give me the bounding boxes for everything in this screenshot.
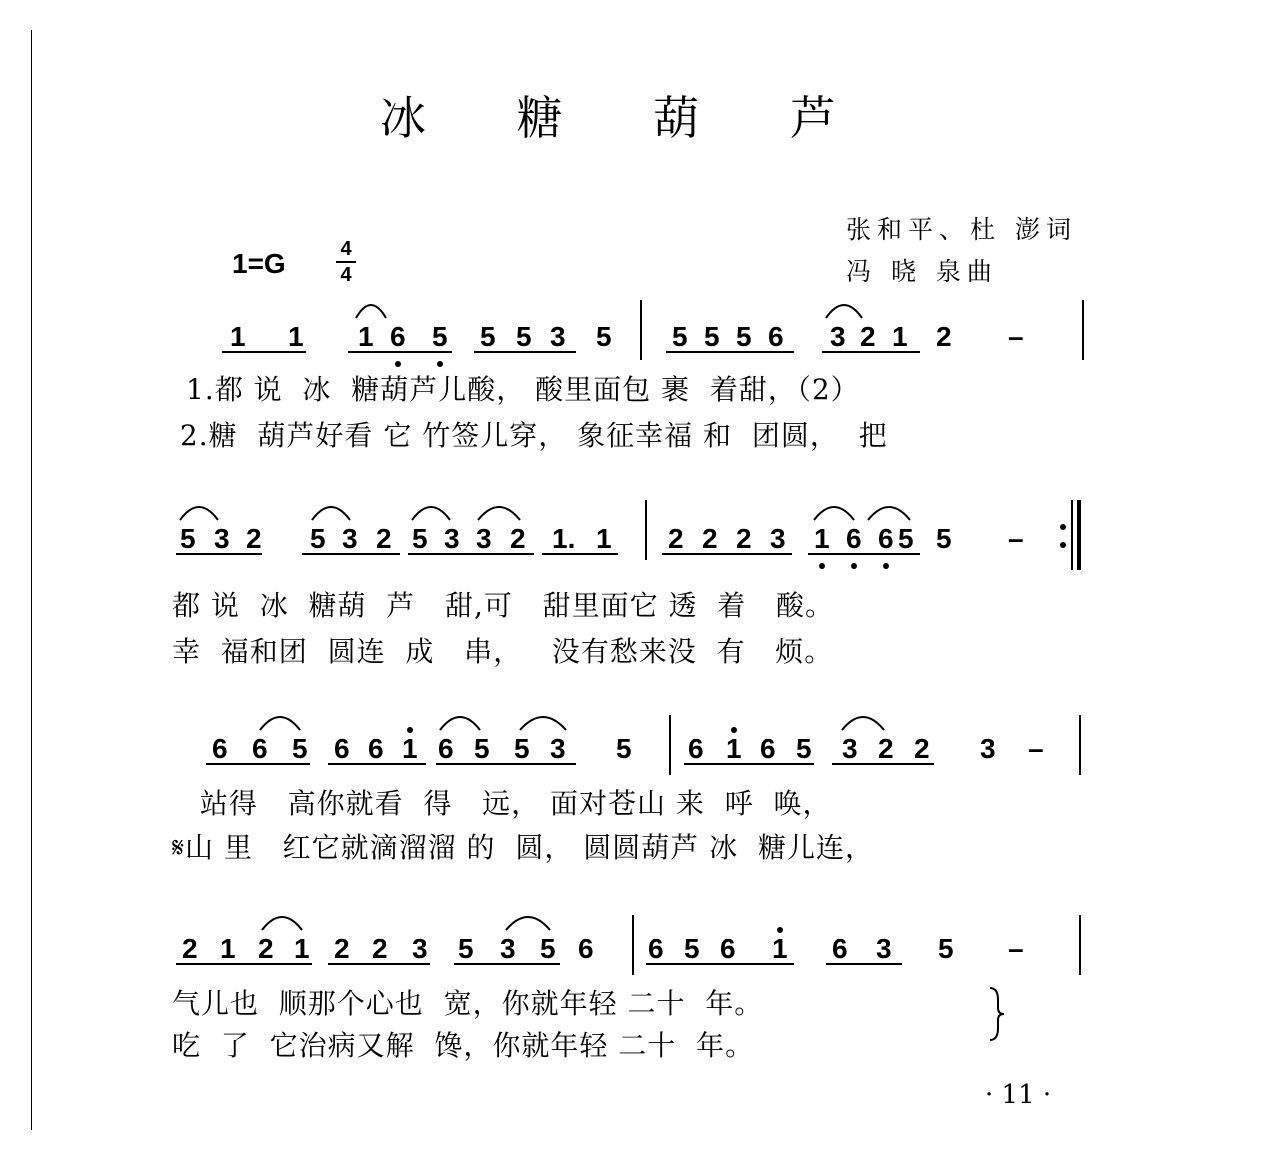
octave-dot-below xyxy=(437,361,443,367)
note: 2 xyxy=(258,933,274,964)
note: 5 xyxy=(936,523,952,554)
note: 3 xyxy=(550,733,566,764)
note: 5 xyxy=(474,733,490,764)
note: 2 xyxy=(334,933,350,964)
notation-line-2 xyxy=(176,507,1024,569)
note: 6 xyxy=(438,733,454,764)
notation-line-4 xyxy=(176,917,1024,964)
page-number: · 11 · xyxy=(985,1080,1052,1110)
note: 5 xyxy=(684,933,700,964)
lyric-line-2b: 幸 福和团 圆连 成 串， 没有愁来没 有 烦。 xyxy=(172,635,834,668)
repeat-dot xyxy=(1060,524,1066,530)
note: 6 xyxy=(578,933,594,964)
slur xyxy=(356,305,386,318)
note: – xyxy=(1008,321,1024,352)
note: 3 xyxy=(770,523,786,554)
note: 1 xyxy=(358,321,374,352)
note: 6 xyxy=(252,733,268,764)
slur xyxy=(260,717,300,730)
note: 5 xyxy=(938,933,954,964)
song-title: 冰 糖 葫 芦 xyxy=(380,91,874,145)
slur xyxy=(262,917,302,930)
note: 6 xyxy=(688,733,704,764)
note: 3 xyxy=(830,321,846,352)
slur xyxy=(520,717,566,730)
octave-dot-below xyxy=(883,563,889,569)
note: 1 xyxy=(230,321,246,352)
brace-icon xyxy=(986,986,1006,1042)
note: 6 xyxy=(212,733,228,764)
note: 6 xyxy=(878,523,894,554)
slur xyxy=(814,507,854,520)
lyric-line-1a: 1.都 说 冰 糖葫芦儿酸， 酸里面包 裹 着甜，（2） xyxy=(186,373,860,406)
note: 1 xyxy=(220,933,236,964)
note: 6 xyxy=(390,321,406,352)
note: 6 xyxy=(846,523,862,554)
lyric-line-2a: 都 说 冰 糖葫 芦 甜,可 甜里面它 透 着 酸。 xyxy=(172,589,835,622)
note: 1 xyxy=(294,933,310,964)
slur xyxy=(412,507,450,520)
note: 5 xyxy=(796,733,812,764)
meter-top: 4 xyxy=(340,238,352,260)
note: 5 xyxy=(292,733,308,764)
note: 5 xyxy=(310,523,326,554)
note: 5 xyxy=(432,321,448,352)
note: 1 xyxy=(892,321,908,352)
note: – xyxy=(1008,523,1024,554)
slur xyxy=(180,507,218,520)
note: 5 xyxy=(898,523,914,554)
note: 3 xyxy=(214,523,230,554)
note: 1 xyxy=(814,523,830,554)
note: 3 xyxy=(476,523,492,554)
note: 6 xyxy=(832,933,848,964)
note: 3 xyxy=(500,933,516,964)
note: 3 xyxy=(342,523,358,554)
octave-dot-above xyxy=(407,727,413,733)
note: 3 xyxy=(980,733,996,764)
note: 2 xyxy=(736,523,752,554)
lyric-line-1b: 2.糖 葫芦好看 它 竹签儿穿， 象征幸福 和 团圆， 把 xyxy=(170,419,888,452)
slur xyxy=(868,507,910,520)
note: – xyxy=(1008,933,1024,964)
note: 1. xyxy=(552,523,576,554)
note: 5 xyxy=(458,933,474,964)
notation-line-1 xyxy=(222,305,1024,367)
note: 1 xyxy=(402,733,418,764)
note: 2 xyxy=(372,933,388,964)
note: 1 xyxy=(772,933,788,964)
note: 5 xyxy=(514,733,530,764)
octave-dot-below xyxy=(395,361,401,367)
note: 6 xyxy=(334,733,350,764)
note: 2 xyxy=(702,523,718,554)
note: 6 xyxy=(768,321,784,352)
note: 2 xyxy=(246,523,262,554)
note: 5 xyxy=(412,523,428,554)
slur xyxy=(478,507,520,520)
note: 6 xyxy=(648,933,664,964)
octave-dot-below xyxy=(851,563,857,569)
lyricist-credit: 张和平、杜 澎词 xyxy=(846,215,1077,244)
note: 2 xyxy=(668,523,684,554)
note: 6 xyxy=(760,733,776,764)
note: 3 xyxy=(412,933,428,964)
note: 5 xyxy=(540,933,556,964)
key-signature: 1=G xyxy=(232,248,286,279)
octave-dot-above xyxy=(731,727,737,733)
note: 5 xyxy=(736,321,752,352)
octave-dot-below xyxy=(819,563,825,569)
note: 1 xyxy=(596,523,612,554)
note: 2 xyxy=(936,321,952,352)
slur xyxy=(440,717,480,730)
note: 2 xyxy=(914,733,930,764)
note: 1 xyxy=(726,733,742,764)
note: 5 xyxy=(616,733,632,764)
note: 6 xyxy=(720,933,736,964)
slur xyxy=(312,507,350,520)
slur xyxy=(826,305,862,318)
lyric-line-3b: 𝄋山 里 红它就滴溜溜 的 圆， 圆圆葫芦 冰 糖儿连， xyxy=(172,831,874,864)
note: 2 xyxy=(182,933,198,964)
note: 6 xyxy=(368,733,384,764)
note: 1 xyxy=(288,321,304,352)
repeat-dot xyxy=(1060,542,1066,548)
lyric-line-4a: 气儿也 顺那个心也 宽，你就年轻 二十 年。 xyxy=(172,987,764,1020)
note: 3 xyxy=(550,321,566,352)
composer-credit: 冯 晓 泉曲 xyxy=(846,257,998,286)
note: 5 xyxy=(704,321,720,352)
octave-dot-above xyxy=(777,927,783,933)
lyric-line-4b: 吃 了 它治病又解 馋，你就年轻 二十 年。 xyxy=(172,1029,755,1062)
note: 5 xyxy=(480,321,496,352)
notation-line-3 xyxy=(206,717,1044,764)
slur xyxy=(506,917,550,930)
note: 2 xyxy=(878,733,894,764)
meter-bottom: 4 xyxy=(340,264,352,286)
note: 3 xyxy=(876,933,892,964)
note: 3 xyxy=(444,523,460,554)
note: 3 xyxy=(842,733,858,764)
note: 2 xyxy=(860,321,876,352)
note: 5 xyxy=(672,321,688,352)
note: 5 xyxy=(180,523,196,554)
note: – xyxy=(1028,733,1044,764)
note: 5 xyxy=(596,321,612,352)
note: 5 xyxy=(516,321,532,352)
lyric-line-3a: 站得 高你就看 得 远， 面对苍山 来 呼 唤， xyxy=(190,787,832,820)
note: 2 xyxy=(376,523,392,554)
slur xyxy=(842,717,884,730)
note: 2 xyxy=(510,523,526,554)
